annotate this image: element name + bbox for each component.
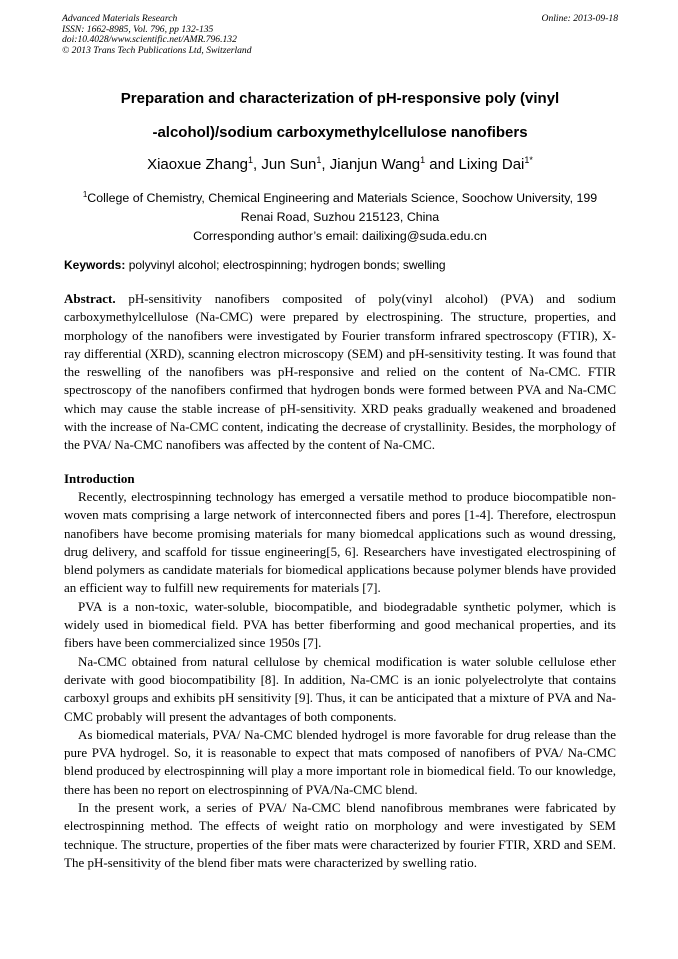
author-affiliation-mark: 1 xyxy=(316,155,322,165)
paper-title-line-2: -alcohol)/sodium carboxymethylcellulose nanofibers xyxy=(152,124,528,141)
abstract xyxy=(64,290,616,455)
author-list xyxy=(62,156,618,173)
affiliation-block xyxy=(62,189,618,246)
issn-line: ISSN: 1662-8985, Vol. 796, pp 132-135 xyxy=(62,23,214,35)
keywords xyxy=(64,258,616,272)
copyright-line: © 2013 Trans Tech Publications Ltd, Switzerland xyxy=(62,44,252,56)
author-separator: , xyxy=(321,156,330,173)
author-name: Jun Sun xyxy=(261,156,317,173)
paragraph: In the present work, a series of PVA/ Na-CMC blend nanofibrous membranes were fabricated by electrospinning method. The effects of weight ratio on morphology and were investigated by SEM technique. The structure, properties of the fiber mats were characterized by fourier FTIR, XRD and SEM. The pH-sensitivity of the blend fiber mats were characterized by swelling ratio. xyxy=(64,800,616,870)
abstract-text: pH-sensitivity nanofibers composited of poly(vinyl alcohol) (PVA) and sodium carboxymethylcellulose (Na-CMC) were prepared by electrospining. The structure, properties, and morphology of the nanofibers were investigated by Fourier transform infrared spectroscopy (FTIR), X-ray differential (XRD), scanning electron microscopy (SEM) and pH-sensitivity testing. It was found that the reswelling of the nanofibers was pH-responsive and relied on the content of Na-CMC. FTIR spectroscopy of the nanofibers confirmed that hydrogen bonds were formed between PVA and Na-CMC which may cause the stable increase of pH-sensitivity. XRD peaks gradually weakened and broadened with the increase of Na-CMC content, indicating the decrease of crystallinity. Besides, the morphology of the PVA/ Na-CMC nanofibers was affected by the content of Na-CMC. xyxy=(64,291,616,453)
author-affiliation-mark: 1 xyxy=(420,155,426,165)
abstract-label: Abstract. xyxy=(64,291,116,306)
keywords-label: Keywords: xyxy=(64,258,126,272)
online-date: Online: 2013-09-18 xyxy=(541,13,618,24)
journal-name: Advanced Materials Research xyxy=(62,13,178,24)
paper-title-line-1: Preparation and characterization of pH-responsive poly (vinyl xyxy=(120,90,560,107)
journal-header xyxy=(62,14,618,56)
corresponding-email: Corresponding author’s email: dailixing@suda.edu.cn xyxy=(193,229,487,243)
author-separator: and xyxy=(425,156,459,173)
author-separator: , xyxy=(253,156,262,173)
affiliation-line-2: Renai Road, Suzhou 215123, China xyxy=(240,210,440,224)
author-name: Xiaoxue Zhang xyxy=(147,156,248,173)
introduction-heading: Introduction xyxy=(64,471,135,486)
keywords-text: polyvinyl alcohol; electrospinning; hydrogen bonds; swelling xyxy=(128,258,446,272)
affiliation-text: College of Chemistry, Chemical Engineering and Materials Science, Soochow University, 199 xyxy=(87,191,598,205)
affiliation-mark: 1 xyxy=(82,190,88,199)
author-affiliation-mark: 1 xyxy=(248,155,254,165)
paragraph: Na-CMC obtained from natural cellulose by chemical modification is water soluble cellulose ether derivate with good biocompatibility [8]. In addition, Na-CMC is an ionic polyelectrolyte that contains carboxyl groups and exhibits pH sensitivity [9]. Thus, it can be anticipated that a mixture of PVA and Na-CMC probably will present the advantages of both components. xyxy=(64,653,616,724)
doi-line: doi:10.4028/www.scientific.net/AMR.796.132 xyxy=(62,34,237,46)
paragraph: As biomedical materials, PVA/ Na-CMC blended hydrogel is more favorable for drug release than the pure PVA hydrogel. So, it is reasonable to expect that mats composed of nanofibers of PVA/ Na-CMC blend produced by electrospinning will play a more important role in biomedical field. To our knowledge, there has been no report on electrospinning of PVA/Na-CMC blend. xyxy=(64,726,616,797)
author-name: Jianjun Wang xyxy=(329,156,421,173)
paragraph: Recently, electrospinning technology has emerged a versatile method to produce biocompatible non-woven mats comprising a large network of interconnected fibers and pores [1-4]. Therefore, electrospun nanofibers have become promising materials for many biomedcal applications such as wound dressing, drug delivery, and scaffold for tissue engineering[5, 6]. Researchers have investigated electrospining of blend polymers as candidate materials for biomedical applications because polymer blends have provided an efficient way to fulfill new requirements for materials [7]. xyxy=(64,489,616,596)
affiliation-line-1 xyxy=(62,189,618,208)
author-affiliation-mark: 1* xyxy=(524,155,533,165)
author-name: Lixing Dai xyxy=(458,156,525,173)
paragraph: PVA is a non-toxic, water-soluble, biocompatible, and biodegradable synthetic polymer, which is widely used in biomedical field. PVA has better fiberforming and good mechanical properties, and its fibers have been commercialized since 1950s [7]. xyxy=(64,598,616,651)
introduction-body xyxy=(64,488,616,872)
